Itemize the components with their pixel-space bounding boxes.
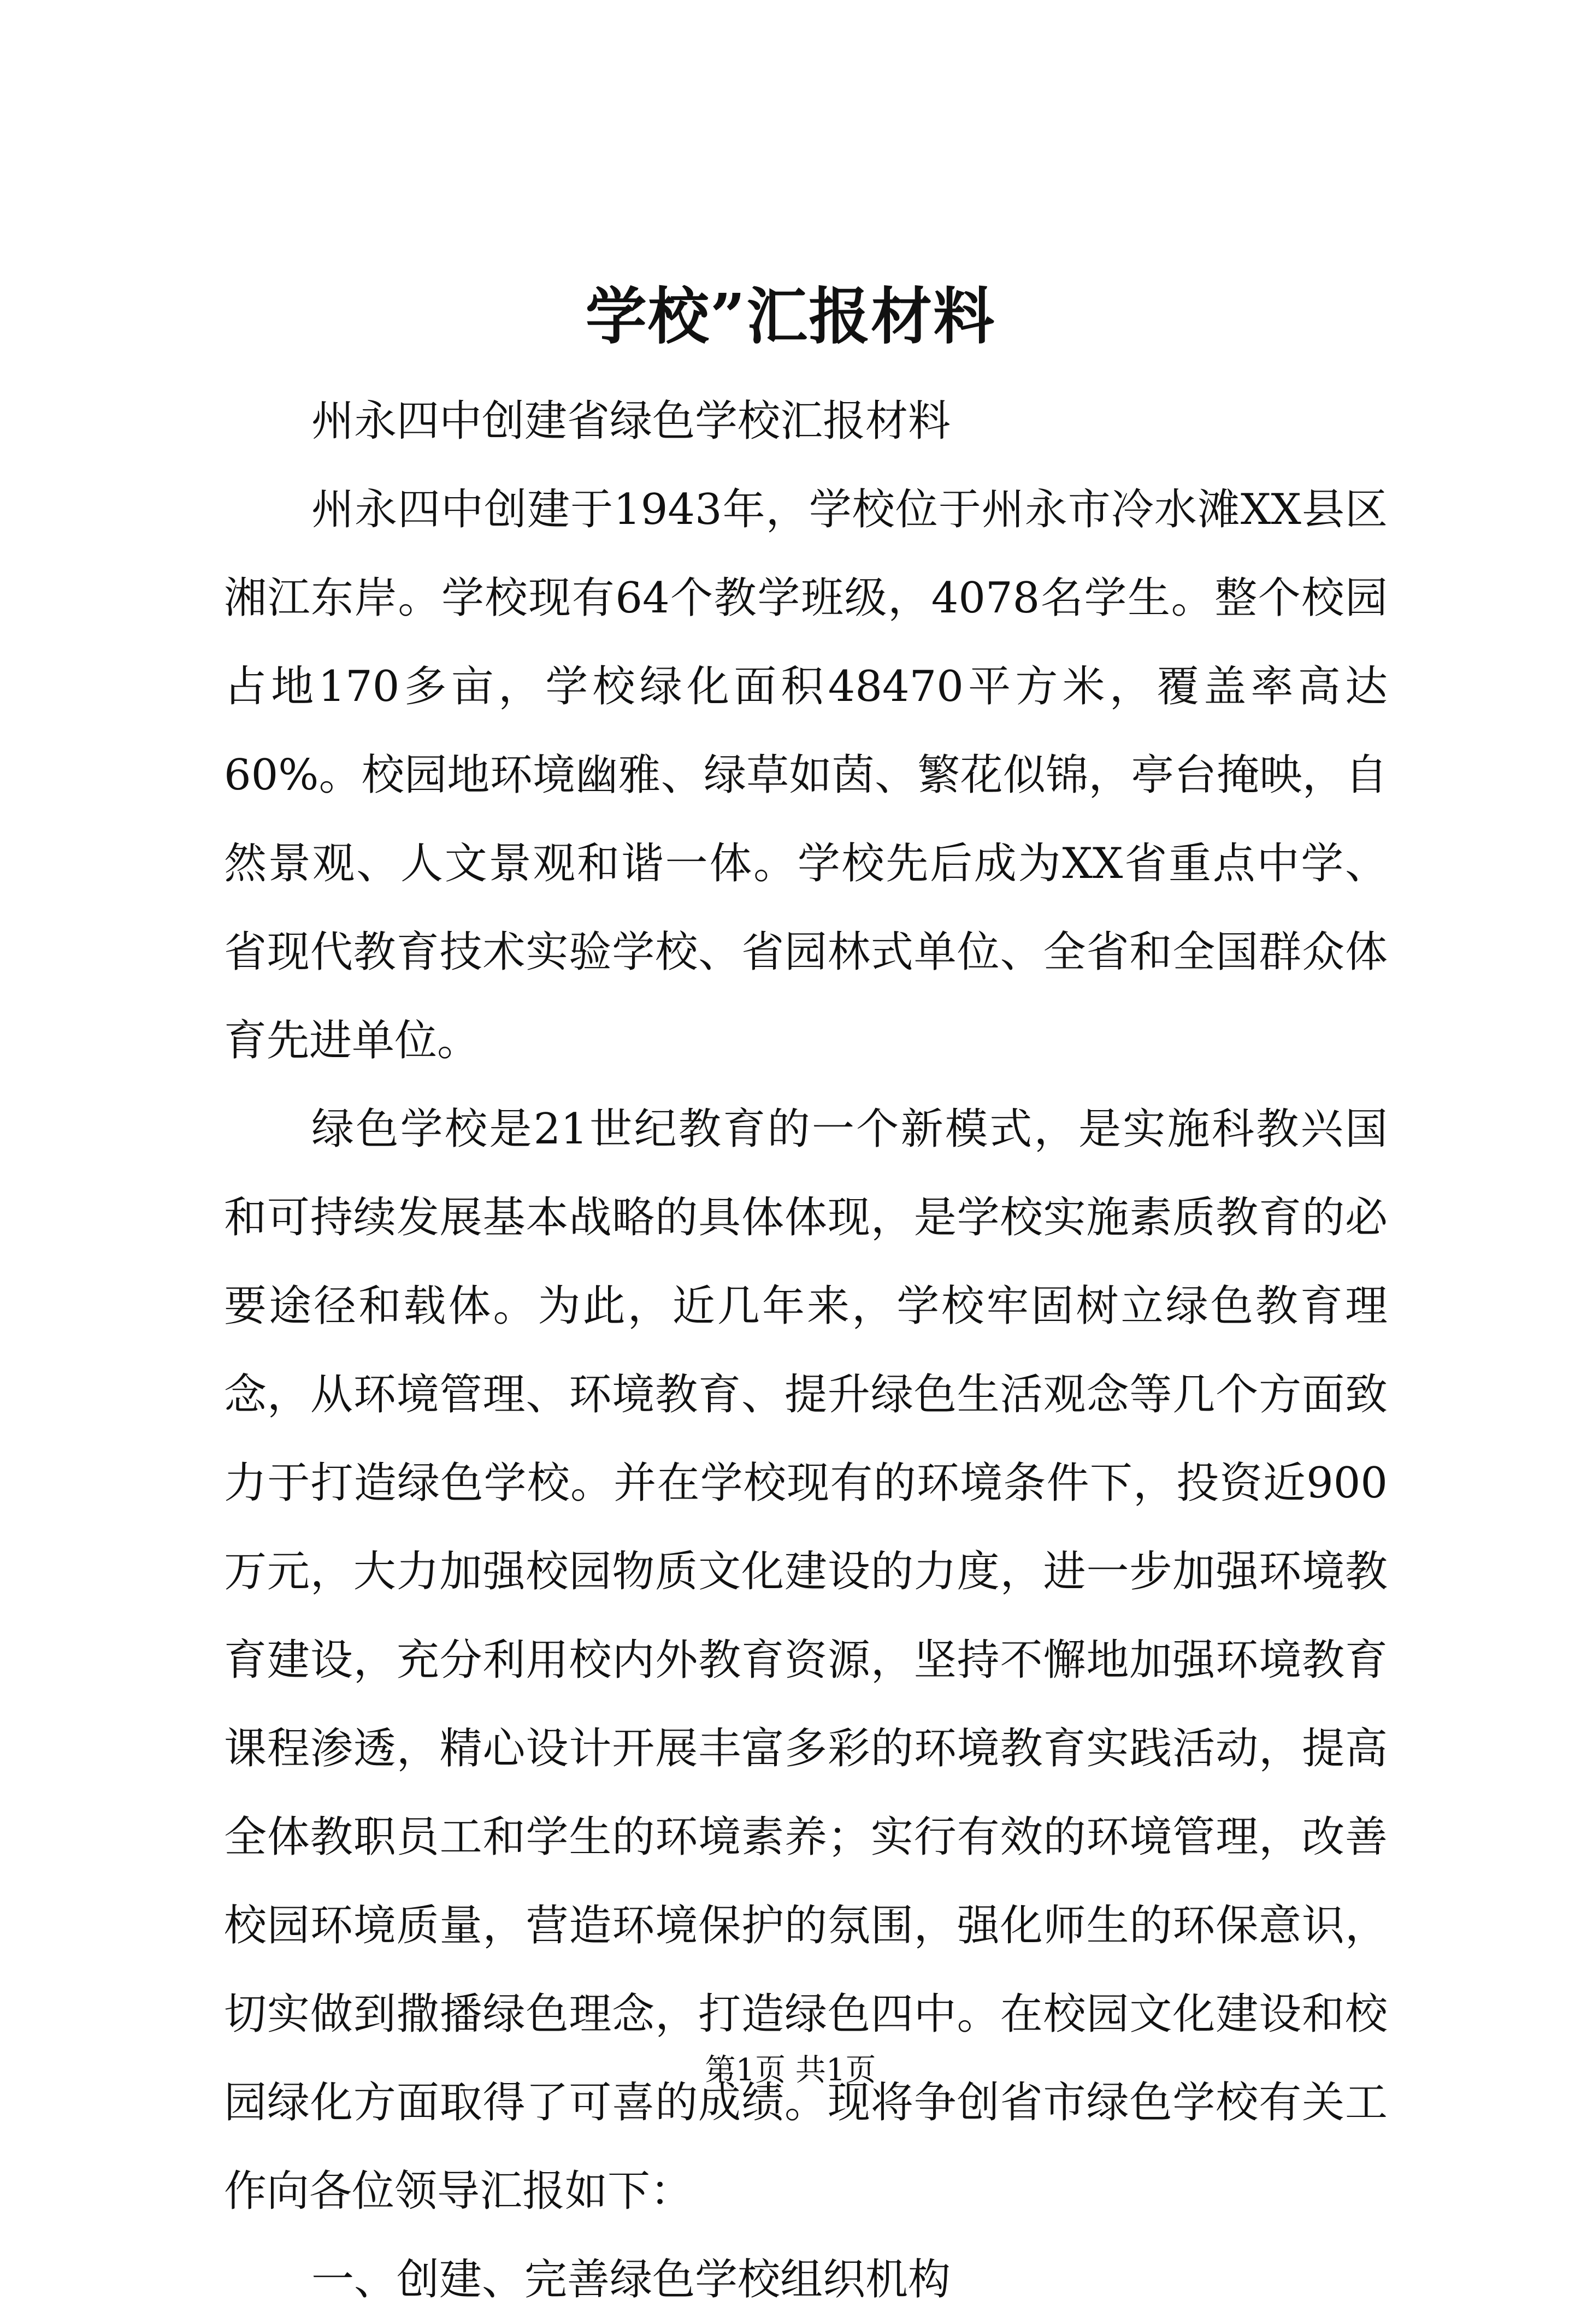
document-body <box>224 377 1388 2324</box>
document-title: 学校”汇报材料 <box>585 281 996 352</box>
paragraph-green-school: 绿色学校是21世纪教育的一个新模式，是实施科教兴国和可持续发展基本战略的具体体现，是学校实施素质教育的必要途径和载体。为此，近几年来，学校牢固树立绿色教育理念，从环境管理、环境教育、提升绿色生活观念等几个方面致力于打造绿色学校。并在学校现有的环境条件下，投资近900万元，大力加强校园物质文化建设的力度，进一步加强环境教育建设，充分利用校内外教育资源，坚持不懈地加强环境教育课程渗透，精心设计开展丰富多彩的环境教育实践活动，提高全体教职员工和学生的环境素养；实行有效的环境管理，改善校园环境质量，营造环境保护的氛围，强化师生的环保意识，切实做到撒播绿色理念，打造绿色四中。在校园文化建设和校园绿化方面取得了可喜的成绩。现将争创省市绿色学校有关工作向各位领导汇报如下： <box>224 1105 1388 2216</box>
section-heading-1: 一、创建、完善绿色学校组织机构 <box>311 2255 951 2304</box>
paragraph-subtitle: 州永四中创建省绿色学校汇报材料 <box>311 397 951 446</box>
page-footer: 第1页 共1页 <box>705 2052 876 2088</box>
paragraph-intro: 州永四中创建于1943年，学校位于州永市冷水滩XX县区湘江东岸。学校现有64个教学班级，4078名学生。整个校园占地170多亩，学校绿化面积48470平方米，覆盖率高达60%。校园地环境幽雅、绿草如茵、繁花似锦，亭台掩映，自然景观、人文景观和谐一体。学校先后成为XX省重点中学、省现代教育技术实验学校、省园林式单位、全省和全国群众体育先进单位。 <box>224 485 1388 1065</box>
